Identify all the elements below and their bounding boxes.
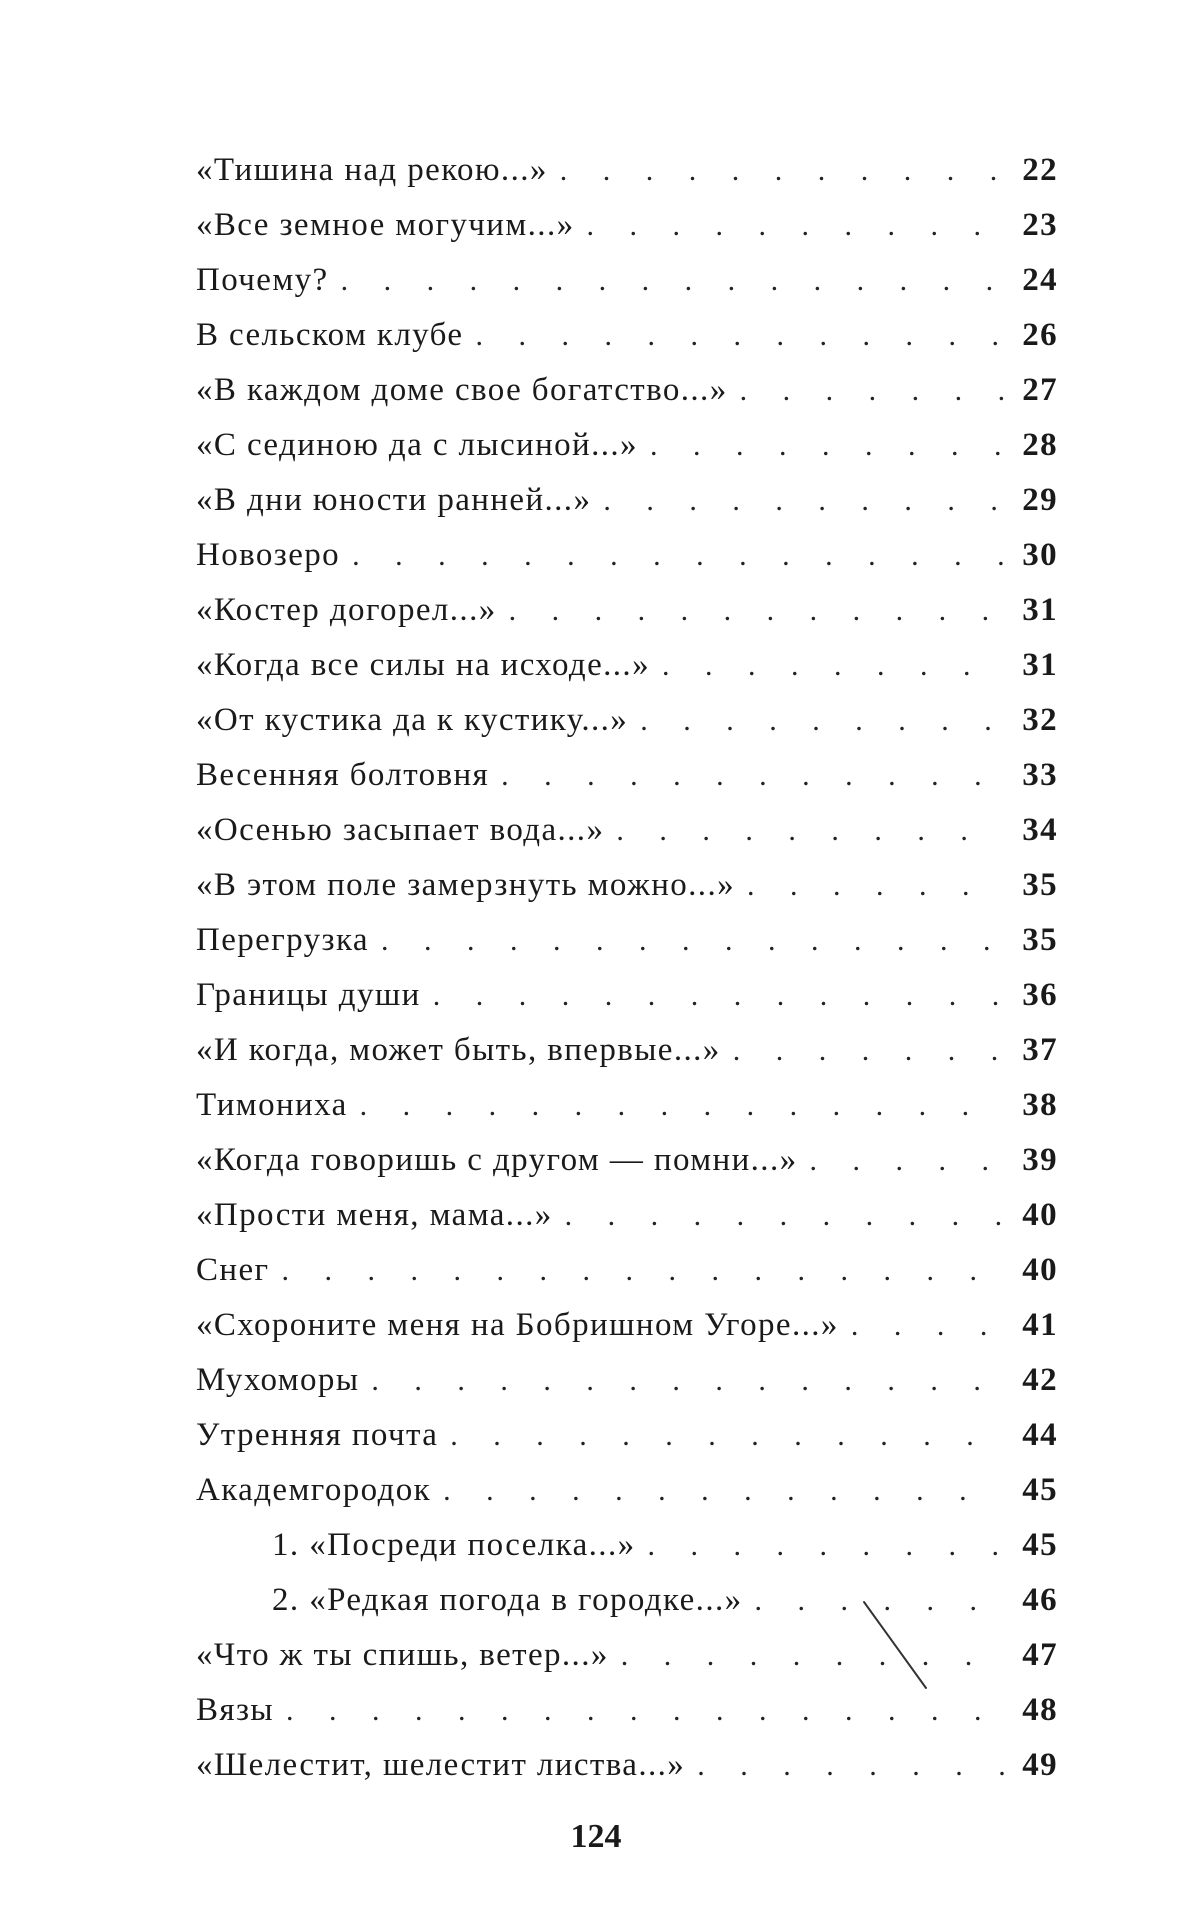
toc-entry-page-number: 44 — [1022, 1417, 1058, 1453]
toc-entry-page-number: 31 — [1022, 647, 1058, 683]
dot-leader — [341, 264, 1004, 298]
toc-entry-page-number: 42 — [1022, 1362, 1058, 1398]
toc-entry-page-number: 35 — [1022, 867, 1058, 903]
toc-entry-title: «Прости меня, мама...» — [196, 1197, 553, 1233]
table-of-contents — [196, 152, 1058, 1802]
dot-leader — [662, 649, 1004, 683]
toc-entry-title: Перегрузка — [196, 922, 369, 958]
toc-entry-title: Новозеро — [196, 537, 341, 573]
toc-entry — [196, 1472, 1058, 1527]
dot-leader — [450, 1419, 1004, 1453]
toc-entry-title: «Когда говоришь с другом — помни...» — [196, 1142, 798, 1178]
dot-leader — [565, 1199, 1004, 1233]
toc-entry — [196, 262, 1058, 317]
toc-entry — [196, 812, 1058, 867]
toc-entry-page-number: 23 — [1022, 207, 1058, 243]
toc-entry-page-number: 47 — [1022, 1637, 1058, 1673]
toc-entry-title: Вязы — [196, 1692, 274, 1728]
toc-entry — [196, 757, 1058, 812]
dot-leader — [851, 1309, 1004, 1343]
toc-entry-page-number: 39 — [1022, 1142, 1058, 1178]
toc-entry-page-number: 31 — [1022, 592, 1058, 628]
toc-entry-title: Академгородок — [196, 1472, 432, 1508]
toc-entry-title: «Шелестит, шелестит листва...» — [196, 1747, 686, 1783]
dot-leader — [443, 1474, 1004, 1508]
page-number: 124 — [570, 1818, 622, 1855]
toc-entry-page-number: 30 — [1022, 537, 1058, 573]
dot-leader — [281, 1254, 1004, 1288]
toc-entry-page-number: 32 — [1022, 702, 1058, 738]
dot-leader — [475, 319, 1004, 353]
toc-entry — [196, 1747, 1058, 1802]
toc-entry-title: «Тишина над рекою...» — [196, 152, 548, 188]
toc-entry-page-number: 41 — [1022, 1307, 1058, 1343]
toc-entry-title: 1. «Посреди поселка...» — [272, 1527, 636, 1563]
toc-entry-title: В сельском клубе — [196, 317, 464, 353]
toc-entry-title: 2. «Редкая погода в городке...» — [272, 1582, 743, 1618]
toc-entry — [196, 1582, 1058, 1637]
toc-entry-title: Границы души — [196, 977, 421, 1013]
toc-entry-page-number: 45 — [1022, 1527, 1058, 1563]
toc-entry — [196, 1087, 1058, 1142]
dot-leader — [740, 374, 1004, 408]
toc-entry-title: «Костер догорел...» — [196, 592, 497, 628]
toc-entry-title: «С сединою да с лысиной...» — [196, 427, 638, 463]
toc-entry-page-number: 33 — [1022, 757, 1058, 793]
dot-leader — [640, 704, 1004, 738]
toc-entry — [196, 537, 1058, 592]
toc-entry — [196, 372, 1058, 427]
toc-entry-page-number: 27 — [1022, 372, 1058, 408]
toc-entry-title: Мухоморы — [196, 1362, 360, 1398]
toc-entry — [196, 647, 1058, 702]
dot-leader — [560, 154, 1004, 188]
dot-leader — [371, 1364, 1004, 1398]
toc-entry-title: «В дни юности ранней...» — [196, 482, 592, 518]
toc-entry — [196, 922, 1058, 977]
toc-entry — [196, 1142, 1058, 1197]
toc-entry-title: «В каждом доме свое богатство...» — [196, 372, 728, 408]
toc-entry-page-number: 38 — [1022, 1087, 1058, 1123]
toc-entry — [196, 1362, 1058, 1417]
toc-entry-page-number: 48 — [1022, 1692, 1058, 1728]
toc-entry-page-number: 45 — [1022, 1472, 1058, 1508]
toc-entry-title: «Что ж ты спишь, ветер...» — [196, 1637, 609, 1673]
toc-entry — [196, 427, 1058, 482]
dot-leader — [616, 814, 1004, 848]
toc-entry — [196, 1032, 1058, 1087]
toc-entry — [196, 1197, 1058, 1252]
dot-leader — [501, 759, 1004, 793]
toc-entry — [196, 317, 1058, 372]
dot-leader — [603, 484, 1004, 518]
toc-entry-title: Весенняя болтовня — [196, 757, 490, 793]
dot-leader — [648, 1529, 1005, 1563]
dot-leader — [650, 429, 1004, 463]
toc-entry-page-number: 22 — [1022, 152, 1058, 188]
toc-entry-title: «Когда все силы на исходе...» — [196, 647, 650, 683]
toc-entry-title: «От кустика да к кустику...» — [196, 702, 629, 738]
toc-entry-page-number: 36 — [1022, 977, 1058, 1013]
dot-leader — [697, 1749, 1004, 1783]
toc-entry-title: «И когда, может быть, впервые...» — [196, 1032, 721, 1068]
toc-entry — [196, 1417, 1058, 1472]
dot-leader — [587, 209, 1005, 243]
toc-entry-title: «Осенью засыпает вода...» — [196, 812, 605, 848]
toc-entry-title: Тимониха — [196, 1087, 348, 1123]
toc-entry-page-number: 24 — [1022, 262, 1058, 298]
toc-entry — [196, 867, 1058, 922]
toc-entry — [196, 1252, 1058, 1307]
dot-leader — [810, 1144, 1005, 1178]
toc-entry — [196, 592, 1058, 647]
toc-entry-page-number: 28 — [1022, 427, 1058, 463]
dot-leader — [509, 594, 1004, 628]
dot-leader — [352, 539, 1004, 573]
toc-entry — [196, 977, 1058, 1032]
dot-leader — [621, 1639, 1004, 1673]
toc-entry-page-number: 46 — [1022, 1582, 1058, 1618]
toc-entry-title: «Схороните меня на Бобришном Угоре...» — [196, 1307, 839, 1343]
dot-leader — [381, 924, 1004, 958]
toc-entry — [196, 207, 1058, 262]
toc-entry-page-number: 40 — [1022, 1252, 1058, 1288]
toc-entry — [196, 1307, 1058, 1362]
dot-leader — [360, 1089, 1004, 1123]
dot-leader — [433, 979, 1004, 1013]
toc-entry — [196, 1637, 1058, 1692]
toc-entry-title: Снег — [196, 1252, 270, 1288]
toc-entry-page-number: 37 — [1022, 1032, 1058, 1068]
toc-entry-title: «Все земное могучим...» — [196, 207, 575, 243]
toc-entry — [196, 1692, 1058, 1747]
toc-entry-page-number: 49 — [1022, 1747, 1058, 1783]
dot-leader — [755, 1584, 1004, 1618]
toc-entry — [196, 1527, 1058, 1582]
toc-entry-title: Утренняя почта — [196, 1417, 439, 1453]
toc-entry — [196, 482, 1058, 537]
toc-entry-page-number: 29 — [1022, 482, 1058, 518]
toc-entry-page-number: 26 — [1022, 317, 1058, 353]
dot-leader — [747, 869, 1004, 903]
toc-entry-page-number: 35 — [1022, 922, 1058, 958]
dot-leader — [286, 1694, 1004, 1728]
toc-entry-title: Почему? — [196, 262, 329, 298]
toc-entry — [196, 152, 1058, 207]
toc-entry-title: «В этом поле замерзнуть можно...» — [196, 867, 736, 903]
dot-leader — [733, 1034, 1004, 1068]
toc-entry-page-number: 34 — [1022, 812, 1058, 848]
toc-entry-page-number: 40 — [1022, 1197, 1058, 1233]
toc-entry — [196, 702, 1058, 757]
